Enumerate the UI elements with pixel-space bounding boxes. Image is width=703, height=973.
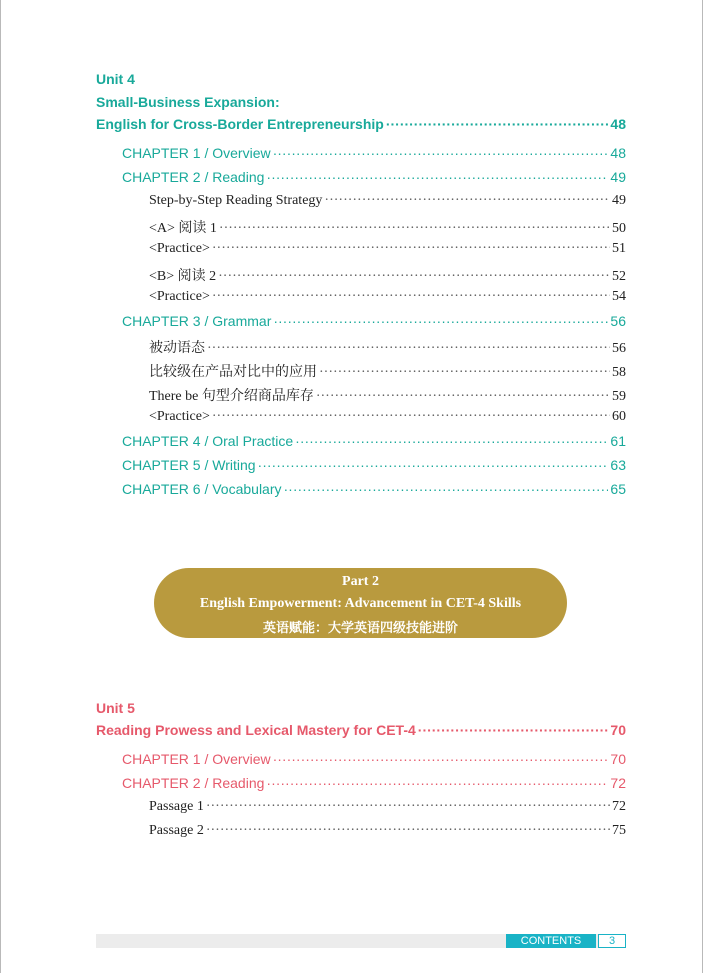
toc-entry-title: <Practice> bbox=[149, 241, 210, 256]
toc-entry-page: 75 bbox=[612, 823, 626, 838]
toc-sub-entry[interactable] bbox=[149, 241, 626, 257]
leader-dots bbox=[266, 169, 608, 183]
toc-entry-page: 59 bbox=[612, 389, 626, 404]
toc-chapter-entry[interactable] bbox=[122, 433, 626, 449]
leader-dots bbox=[284, 481, 609, 495]
toc-entry-title: CHAPTER 1 / Overview bbox=[122, 145, 271, 161]
toc-entry-title: CHAPTER 6 / Vocabulary bbox=[122, 481, 282, 497]
toc-chapter-entry[interactable] bbox=[122, 481, 626, 497]
toc-entry-page: 49 bbox=[610, 169, 626, 185]
toc-sub-entry[interactable] bbox=[149, 823, 626, 839]
toc-entry-title: Passage 1 bbox=[149, 799, 204, 814]
toc-entry-title: CHAPTER 1 / Overview bbox=[122, 751, 271, 767]
toc-entry-page: 52 bbox=[612, 269, 626, 284]
toc-entry-page: 56 bbox=[612, 341, 626, 356]
unit5-title-row[interactable] bbox=[96, 722, 626, 738]
toc-sub-entry[interactable] bbox=[149, 265, 626, 285]
leader-dots bbox=[206, 799, 610, 813]
toc-entry-page: 60 bbox=[612, 409, 626, 424]
toc-sub-entry[interactable] bbox=[149, 361, 626, 381]
leader-dots bbox=[418, 722, 609, 736]
toc-entry-title: 比较级在产品对比中的应用 bbox=[149, 365, 317, 380]
part2-label: Part 2 bbox=[342, 574, 379, 589]
toc-entry-title: Passage 2 bbox=[149, 823, 204, 838]
leader-dots bbox=[273, 751, 609, 765]
toc-sub-entry[interactable] bbox=[149, 337, 626, 357]
toc-entry-page: 49 bbox=[612, 193, 626, 208]
leader-dots bbox=[324, 193, 610, 207]
toc-chapter-entry[interactable] bbox=[122, 145, 626, 161]
toc-entry-title: <A> 阅读 1 bbox=[149, 221, 217, 236]
toc-sub-entry[interactable] bbox=[149, 385, 626, 405]
toc-entry-title: CHAPTER 3 / Grammar bbox=[122, 313, 272, 329]
leader-dots bbox=[212, 409, 610, 423]
toc-chapter-entry[interactable] bbox=[122, 313, 626, 329]
unit4-label: Unit 4 bbox=[96, 71, 135, 87]
toc-entry-title: CHAPTER 2 / Reading bbox=[122, 775, 265, 791]
leader-dots bbox=[258, 457, 609, 471]
leader-dots bbox=[212, 241, 610, 255]
leader-dots bbox=[386, 116, 609, 130]
leader-dots bbox=[273, 313, 608, 327]
leader-dots bbox=[295, 433, 608, 447]
footer-contents-label: CONTENTS bbox=[506, 934, 596, 948]
unit5-label: Unit 5 bbox=[96, 700, 135, 716]
toc-entry-page: 50 bbox=[612, 221, 626, 236]
leader-dots bbox=[273, 145, 609, 159]
toc-entry-page: 56 bbox=[610, 313, 626, 329]
leader-dots bbox=[218, 269, 610, 283]
part2-banner bbox=[154, 568, 567, 638]
leader-dots bbox=[319, 365, 610, 379]
unit4-title-line1: Small-Business Expansion: bbox=[96, 94, 280, 110]
toc-chapter-entry[interactable] bbox=[122, 169, 626, 185]
toc-sub-entry[interactable] bbox=[149, 409, 626, 425]
toc-entry-title: CHAPTER 4 / Oral Practice bbox=[122, 433, 294, 449]
unit5-page: 70 bbox=[610, 722, 626, 738]
unit4-title-row[interactable] bbox=[96, 116, 626, 132]
leader-dots bbox=[266, 775, 608, 789]
toc-entry-page: 61 bbox=[610, 433, 626, 449]
leader-dots bbox=[219, 221, 610, 235]
part2-title-zh: 英语赋能：大学英语四级技能进阶 bbox=[262, 620, 458, 635]
toc-entry-page: 70 bbox=[610, 751, 626, 767]
toc-chapter-entry[interactable] bbox=[122, 457, 626, 473]
toc-sub-entry[interactable] bbox=[149, 289, 626, 305]
leader-dots bbox=[316, 389, 610, 403]
unit5-title: Reading Prowess and Lexical Mastery for CET-4 bbox=[96, 722, 416, 738]
toc-sub-entry[interactable] bbox=[149, 193, 626, 209]
toc-sub-entry[interactable] bbox=[149, 217, 626, 237]
unit4-title-line2: English for Cross-Border Entrepreneurship bbox=[96, 116, 384, 132]
toc-entry-title: 被动语态 bbox=[149, 341, 205, 356]
toc-sub-entry[interactable] bbox=[149, 799, 626, 815]
toc-entry-title: There be 句型介绍商品库存 bbox=[149, 389, 314, 404]
toc-entry-page: 58 bbox=[612, 365, 626, 380]
toc-entry-title: CHAPTER 5 / Writing bbox=[122, 457, 256, 473]
toc-entry-page: 72 bbox=[612, 799, 626, 814]
footer-page-number: 3 bbox=[598, 934, 626, 948]
toc-entry-page: 72 bbox=[610, 775, 626, 791]
leader-dots bbox=[206, 823, 610, 837]
toc-entry-page: 63 bbox=[610, 457, 626, 473]
toc-entry-title: <B> 阅读 2 bbox=[149, 269, 217, 284]
toc-entry-title: CHAPTER 2 / Reading bbox=[122, 169, 265, 185]
unit4-page: 48 bbox=[610, 116, 626, 132]
leader-dots bbox=[212, 289, 610, 303]
toc-chapter-entry[interactable] bbox=[122, 751, 626, 767]
toc-entry-page: 65 bbox=[610, 481, 626, 497]
toc-chapter-entry[interactable] bbox=[122, 775, 626, 791]
toc-entry-title: Step-by-Step Reading Strategy bbox=[149, 193, 323, 208]
toc-entry-title: <Practice> bbox=[149, 289, 210, 304]
toc-entry-page: 54 bbox=[612, 289, 626, 304]
leader-dots bbox=[207, 341, 610, 355]
toc-entry-title: <Practice> bbox=[149, 409, 210, 424]
part2-title-en: English Empowerment: Advancement in CET-4 Skills bbox=[199, 596, 522, 611]
toc-entry-page: 48 bbox=[610, 145, 626, 161]
toc-entry-page: 51 bbox=[612, 241, 626, 256]
